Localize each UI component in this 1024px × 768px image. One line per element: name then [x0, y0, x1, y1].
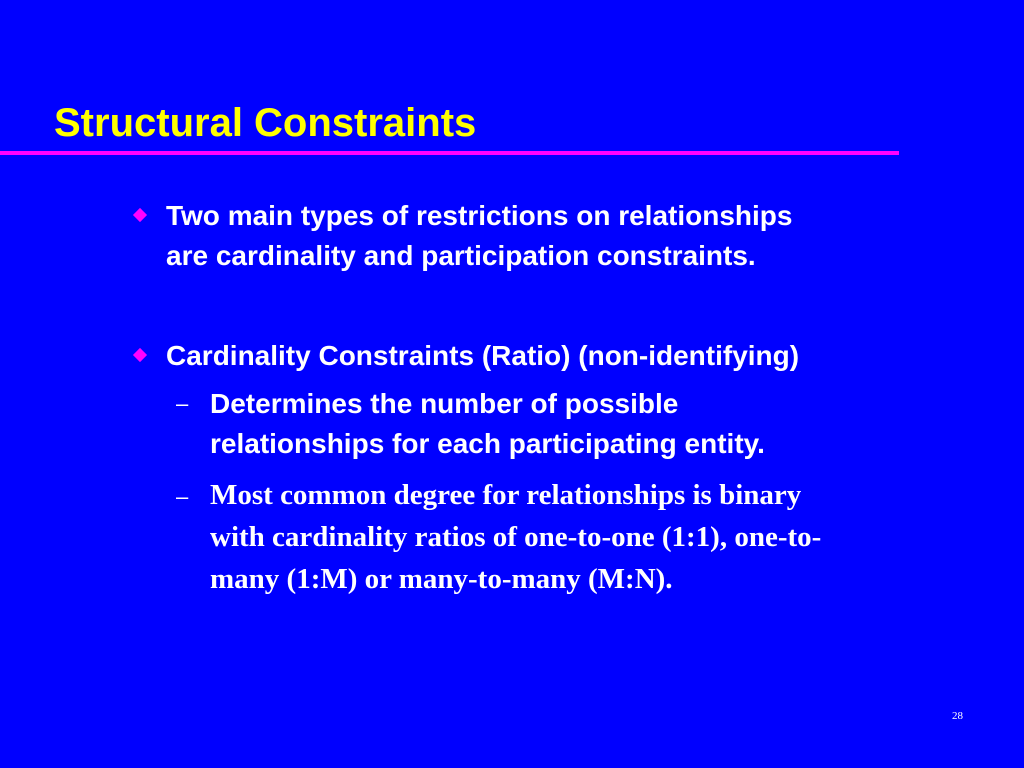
- dash-bullet: –: [176, 391, 189, 416]
- page-number: 28: [952, 710, 963, 722]
- bullet-1-line-2: are cardinality and participation constraints.: [166, 240, 756, 271]
- sub-item-1-line-1: Determines the number of possible: [210, 388, 679, 419]
- diamond-bullet-icon: [133, 208, 147, 222]
- dash-bullet: –: [176, 484, 189, 509]
- sub-item-1-text: [210, 384, 765, 464]
- bullet-2-line-1: Cardinality Constraints (Ratio) (non-identifying): [166, 340, 800, 371]
- title-underline: [0, 151, 899, 155]
- sub-item-1-line-2: relationships for each participating entity.: [210, 428, 765, 459]
- diamond-bullet-icon: [133, 348, 147, 362]
- sub-item-2-line-1: Most common degree for relationships is binary: [210, 479, 802, 511]
- bullet-1-line-1: Two main types of restrictions on relationships: [166, 200, 793, 231]
- sub-item-2-line-2: with cardinality ratios of one-to-one (1:1), one-to-: [210, 521, 822, 553]
- sub-item-2-text: [210, 474, 821, 600]
- bullet-2-text: [166, 336, 799, 376]
- sub-item-2-line-3: many (1:M) or many-to-many (M:N).: [210, 563, 673, 595]
- bullet-1-text: [166, 196, 792, 276]
- slide-title: Structural Constraints: [54, 101, 477, 145]
